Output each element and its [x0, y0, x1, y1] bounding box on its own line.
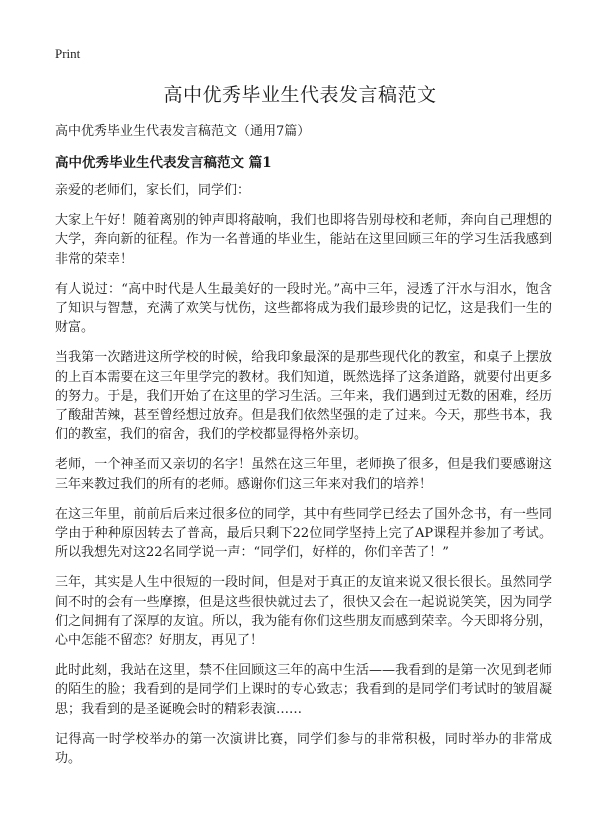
document-subtitle: 高中优秀毕业生代表发言稿范文（通用7篇）: [55, 124, 311, 139]
paragraph: 有人说过：“高中时代是人生最美好的一段时光。”高中三年，浸透了汗水与泪水，饱含了知识与智慧，充满了欢笑与忧伤，这些都将成为我们最珍贵的记忆，这是我们一生的财富。: [55, 281, 552, 336]
paragraph: 在这三年里，前前后后来过很多位的同学，其中有些同学已经去了国外念书，有一些同学由于种种原因转去了普高，最后只剩下22位同学坚持上完了AP课程并参加了考试。所以我想先对这22名同学说一声：“同学们，好样的，你们辛苦了！”: [55, 506, 552, 561]
print-link[interactable]: Print: [55, 46, 81, 61]
article-body: [55, 181, 552, 779]
paragraph: 老师，一个神圣而又亲切的名字！虽然在这三年里，老师换了很多，但是我们要感谢这三年来教过我们的所有的老师。感谢你们这三年来对我们的培养！: [55, 457, 552, 492]
paragraph: 记得高一时学校举办的第一次演讲比赛，同学们参与的非常积极，同时举办的非常成功。: [55, 731, 552, 767]
page-title: 高中优秀毕业生代表发言稿范文: [163, 84, 437, 106]
paragraph: 大家上午好！随着离别的钟声即将敲响，我们也即将告别母校和老师，奔向自己理想的大学，奔向新的征程。作为一名普通的毕业生，能站在这里回顾三年的学习生活我感到非常的荣幸！: [55, 213, 552, 267]
paragraph: 三年，其实是人生中很短的一段时间，但是对于真正的友谊来说又很长很长。虽然同学间不时的会有一些摩擦，但是这些很快就过去了，很快又会在一起说说笑笑，因为同学们之间拥有了深厚的友谊。所以，我为能有你们这些朋友而感到荣幸。今天即将分别，心中怎能不留恋？好朋友，再见了！: [55, 575, 552, 649]
paragraph: 当我第一次踏进这所学校的时候，给我印象最深的是那些现代化的教室，和桌子上摆放的上百本需要在这三年里学完的教材。我们知道，既然选择了这条道路，就要付出更多的努力。于是，我们开始了在这里的学习生活。三年来，我们遇到过无数的困难，经历了酸甜苦辣，甚至曾经想过放弃。但是我们依然坚强的走了过来。今天，那些书本，我们的教室，我们的宿舍，我们的学校都显得格外亲切。: [55, 350, 552, 443]
paragraph: 此时此刻，我站在这里，禁不住回顾这三年的高中生活——我看到的是第一次见到老师的陌生的脸；我看到的是同学们上课时的专心致志；我看到的是同学们考试时的皱眉凝思；我看到的是圣诞晚会时的精彩表演……: [55, 663, 552, 717]
paragraph-greeting: 亲爱的老师们，家长们，同学们：: [55, 183, 251, 198]
section-heading: 高中优秀毕业生代表发言稿范文 篇1: [55, 155, 272, 171]
